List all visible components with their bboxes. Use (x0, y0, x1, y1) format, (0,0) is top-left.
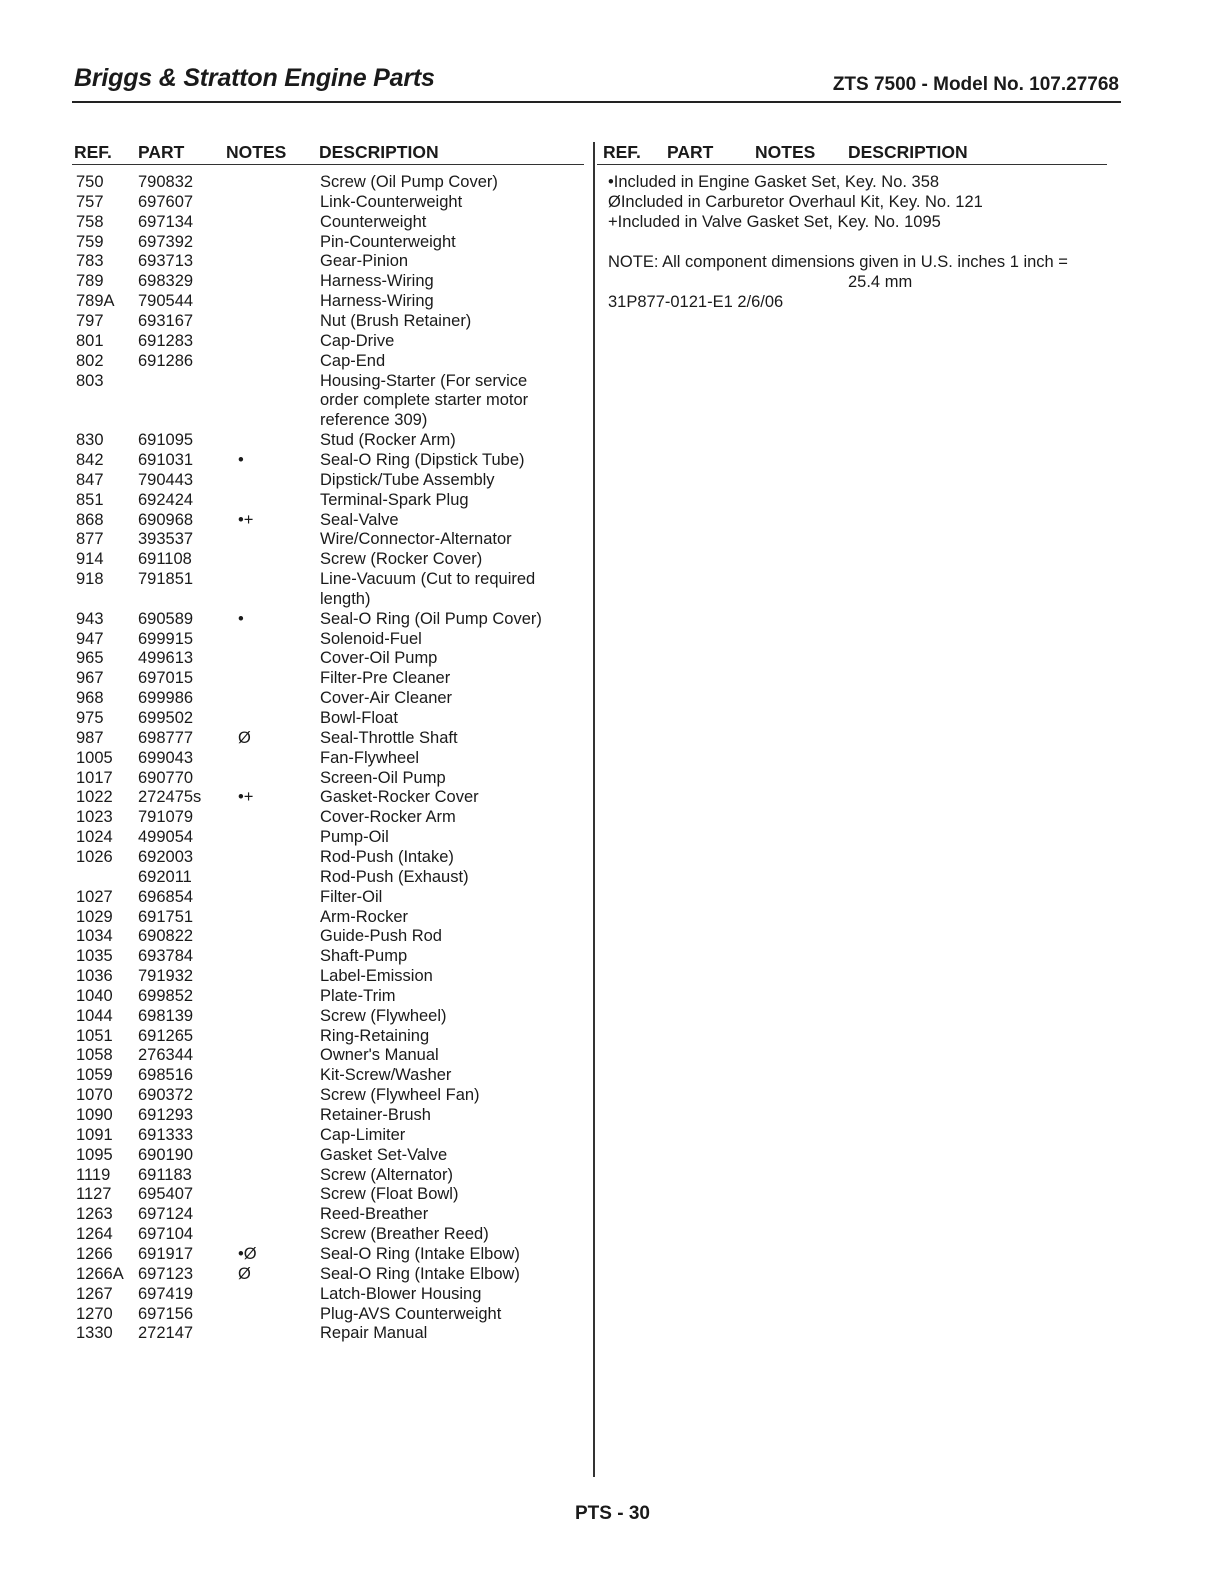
table-row (72, 1284, 582, 1304)
part-description: Bowl-Float (320, 709, 398, 727)
part-number: 692011 (138, 867, 192, 886)
part-ref: 943 (76, 609, 104, 628)
part-ref: 1023 (76, 808, 113, 827)
part-ref: 1095 (76, 1145, 113, 1164)
part-ref: 1070 (76, 1086, 113, 1105)
part-description: Screw (Flywheel Fan) (320, 1086, 480, 1105)
left-header-rule (72, 164, 584, 165)
part-description: Label-Emission (320, 967, 433, 985)
part-description: Plug-AVS Counterweight (320, 1304, 502, 1323)
table-row (72, 648, 582, 668)
part-description: Rod-Push (Exhaust) (320, 867, 469, 886)
table-row (72, 232, 582, 252)
part-number: 691183 (138, 1165, 192, 1184)
part-ref: 968 (76, 689, 104, 708)
part-number: 691333 (138, 1125, 194, 1144)
part-description: Cover-Air Cleaner (320, 689, 453, 708)
part-description: Rod-Push (Intake) (320, 847, 454, 866)
table-row (72, 549, 582, 569)
note-carburetor-kit: ØIncluded in Carburetor Overhaul Kit, Key. No. 121 (608, 193, 983, 211)
part-description: Gear-Pinion (320, 252, 409, 271)
table-row (72, 807, 582, 827)
part-ref: 1264 (76, 1225, 113, 1244)
part-description: Cover-Oil Pump (320, 649, 438, 668)
part-description: Nut (Brush Retainer) (320, 312, 472, 330)
part-description: Harness-Wiring (320, 272, 434, 291)
table-row (72, 1065, 582, 1085)
part-number: 499054 (138, 828, 194, 847)
part-number: 699986 (138, 689, 194, 708)
part-notes: • (238, 450, 244, 469)
table-row (72, 867, 582, 887)
part-description: Filter-Pre Cleaner (320, 669, 451, 688)
part-description: Screw (Rocker Cover) (320, 550, 483, 569)
part-ref: 1040 (76, 986, 113, 1005)
right-col-ref-header: REF. (603, 142, 641, 162)
part-description: Solenoid-Fuel (320, 629, 422, 648)
right-header-rule (597, 164, 1107, 165)
part-description: Repair Manual (320, 1324, 428, 1343)
model-number: ZTS 7500 - Model No. 107.27768 (832, 74, 1119, 95)
part-description: Screw (Alternator) (320, 1165, 453, 1184)
part-number: 691283 (138, 331, 194, 350)
part-ref: 914 (76, 550, 104, 569)
part-ref: 842 (76, 450, 104, 469)
table-row (72, 748, 582, 768)
part-ref: 1027 (76, 887, 113, 906)
part-number: 791932 (138, 967, 194, 985)
table-row (72, 1264, 582, 1284)
table-row (72, 847, 582, 867)
part-number: 699502 (138, 709, 194, 727)
table-row (72, 251, 582, 271)
page-title: Briggs & Stratton Engine Parts (74, 64, 435, 92)
part-number: 790832 (138, 173, 194, 191)
table-row (72, 1304, 582, 1324)
col-description-header: DESCRIPTION (319, 142, 439, 162)
part-description: Harness-Wiring (320, 292, 434, 311)
part-number: 790544 (138, 292, 194, 311)
document-code: 31P877-0121-E1 2/6/06 (608, 293, 784, 311)
part-number: 697419 (138, 1284, 194, 1303)
part-number: 693784 (138, 947, 194, 966)
right-col-description-header: DESCRIPTION (848, 142, 968, 162)
part-description: Housing-Starter (For service (320, 371, 528, 390)
part-description: Latch-Blower Housing (320, 1284, 482, 1303)
part-description: Stud (Rocker Arm) (320, 431, 456, 450)
part-ref: 801 (76, 331, 104, 350)
table-row (72, 787, 582, 807)
part-number: 692003 (138, 847, 194, 866)
table-row (72, 946, 582, 966)
part-number: 697015 (138, 669, 194, 688)
part-description: Fan-Flywheel (320, 748, 420, 767)
part-ref: 1090 (76, 1106, 113, 1124)
part-number: 276344 (138, 1046, 194, 1065)
part-ref: 1051 (76, 1026, 113, 1045)
table-row (72, 827, 582, 847)
table-row (72, 907, 582, 927)
part-number: 690770 (138, 768, 194, 787)
part-description: Seal-Valve (320, 510, 399, 529)
table-row (72, 172, 582, 192)
part-number: 690968 (138, 510, 194, 529)
table-row (72, 430, 582, 450)
part-description: Shaft-Pump (320, 947, 408, 966)
part-ref: 1026 (76, 847, 113, 866)
table-row (72, 668, 582, 688)
part-description: Kit-Screw/Washer (320, 1066, 452, 1085)
part-ref: 802 (76, 351, 104, 370)
page-number: PTS - 30 (575, 1503, 650, 1524)
part-ref: 757 (76, 192, 104, 211)
part-description: Seal-O Ring (Intake Elbow) (320, 1244, 520, 1263)
part-description: Guide-Push Rod (320, 927, 442, 946)
part-number: 697123 (138, 1264, 194, 1283)
part-ref: 1058 (76, 1046, 113, 1065)
table-row (72, 1184, 582, 1204)
part-description: Plate-Trim (320, 986, 396, 1005)
table-row (72, 212, 582, 232)
part-number: 696854 (138, 887, 194, 906)
table-row (72, 768, 582, 788)
table-row (72, 529, 582, 549)
part-description: Cap-Drive (320, 331, 395, 350)
part-number: 698777 (138, 728, 194, 747)
part-ref: 1270 (76, 1304, 113, 1323)
part-number: 698516 (138, 1066, 194, 1085)
part-description: Gasket-Rocker Cover (320, 788, 479, 807)
table-row (72, 589, 582, 609)
table-row (72, 1244, 582, 1264)
part-ref: 797 (76, 312, 104, 330)
part-ref: 830 (76, 431, 104, 450)
table-row (72, 966, 582, 986)
part-description: Gasket Set-Valve (320, 1145, 448, 1164)
part-number: 699915 (138, 629, 194, 648)
part-number: 699852 (138, 986, 194, 1005)
part-number: 693713 (138, 252, 194, 271)
part-description: order complete starter motor (320, 391, 529, 410)
part-ref: 759 (76, 232, 104, 251)
part-description: Seal-Throttle Shaft (320, 728, 458, 747)
part-ref: 965 (76, 649, 104, 668)
part-number: 697134 (138, 212, 194, 231)
part-notes: • (238, 609, 244, 628)
part-notes: •+ (238, 510, 254, 529)
part-notes: Ø (238, 728, 251, 747)
part-number: 272147 (138, 1324, 194, 1343)
part-number: 697104 (138, 1225, 194, 1244)
part-description: Screw (Float Bowl) (320, 1185, 459, 1204)
table-row (72, 1105, 582, 1125)
table-row (72, 351, 582, 371)
part-ref: 1044 (76, 1006, 113, 1025)
table-row (72, 1045, 582, 1065)
col-ref-header: REF. (74, 142, 112, 162)
right-col-part-header: PART (667, 142, 714, 162)
part-number: 272475s (138, 788, 202, 807)
part-notes: •Ø (238, 1244, 257, 1263)
part-ref: 783 (76, 252, 104, 271)
table-row (72, 629, 582, 649)
table-row (72, 410, 582, 430)
part-description: Screw (Breather Reed) (320, 1225, 489, 1244)
part-ref: 1330 (76, 1324, 113, 1343)
table-row (72, 1204, 582, 1224)
part-notes: •+ (238, 788, 254, 807)
table-row (72, 728, 582, 748)
part-ref: 1005 (76, 748, 113, 767)
table-row (72, 1125, 582, 1145)
table-row (72, 291, 582, 311)
table-row (72, 1006, 582, 1026)
table-row (72, 569, 582, 589)
note-dimensions: NOTE: All component dimensions given in U.S. inches 1 inch = (608, 253, 1068, 271)
table-row (72, 1165, 582, 1185)
part-description: Arm-Rocker (320, 907, 409, 926)
part-description: Line-Vacuum (Cut to required (320, 570, 536, 588)
table-row (72, 311, 582, 331)
part-ref: 877 (76, 530, 104, 549)
part-number: 791851 (138, 570, 194, 588)
table-row (72, 1224, 582, 1244)
part-number: 697607 (138, 192, 194, 211)
header-divider (72, 101, 1121, 103)
col-notes-header: NOTES (226, 142, 287, 162)
table-row (72, 609, 582, 629)
part-ref: 847 (76, 470, 104, 489)
part-number: 690822 (138, 927, 194, 946)
part-number: 690589 (138, 609, 194, 628)
table-row (72, 1145, 582, 1165)
part-ref: 1059 (76, 1066, 113, 1085)
part-ref: 1263 (76, 1205, 113, 1224)
table-row (72, 390, 582, 410)
part-number: 690372 (138, 1086, 194, 1105)
part-description: Cap-Limiter (320, 1125, 406, 1144)
part-ref: 967 (76, 669, 104, 688)
part-ref: 803 (76, 371, 104, 390)
part-number: 692424 (138, 490, 194, 509)
part-ref: 987 (76, 728, 104, 747)
part-description: Cap-End (320, 351, 386, 370)
table-row (72, 510, 582, 530)
table-row (72, 371, 582, 391)
table-row (72, 688, 582, 708)
part-ref: 1029 (76, 907, 113, 926)
part-description: Pin-Counterweight (320, 232, 456, 251)
part-number: 691108 (138, 550, 192, 569)
part-number: 393537 (138, 530, 194, 549)
part-description: Owner's Manual (320, 1046, 439, 1065)
part-ref: 918 (76, 570, 104, 588)
part-number: 691293 (138, 1106, 194, 1124)
part-description: Screw (Oil Pump Cover) (320, 173, 498, 191)
part-number: 695407 (138, 1185, 194, 1204)
part-ref: 1036 (76, 967, 113, 985)
part-description: reference 309) (320, 411, 428, 430)
note-dimensions-mm: 25.4 mm (848, 273, 913, 291)
table-row (72, 1085, 582, 1105)
part-ref: 1266A (76, 1264, 124, 1283)
part-description: Reed-Breather (320, 1205, 429, 1224)
part-description: Ring-Retaining (320, 1026, 430, 1045)
part-ref: 750 (76, 173, 104, 191)
part-ref: 789A (76, 292, 115, 311)
table-row (72, 271, 582, 291)
part-description: Seal-O Ring (Dipstick Tube) (320, 450, 525, 469)
part-number: 698329 (138, 272, 194, 291)
part-number: 499613 (138, 649, 194, 668)
part-description: Counterweight (320, 212, 427, 231)
part-ref: 947 (76, 629, 104, 648)
table-row (72, 1323, 582, 1343)
part-number: 699043 (138, 748, 194, 767)
part-description: length) (320, 589, 371, 608)
part-number: 698139 (138, 1006, 194, 1025)
table-row (72, 1026, 582, 1046)
part-description: Link-Counterweight (320, 192, 463, 211)
part-ref: 789 (76, 272, 104, 291)
part-ref: 1022 (76, 788, 113, 807)
part-description: Screen-Oil Pump (320, 768, 446, 787)
table-row (72, 470, 582, 490)
part-number: 691286 (138, 351, 194, 370)
part-description: Terminal-Spark Plug (320, 490, 469, 509)
part-description: Filter-Oil (320, 887, 383, 906)
part-description: Screw (Flywheel) (320, 1006, 447, 1025)
part-notes: Ø (238, 1264, 251, 1283)
table-row (72, 708, 582, 728)
part-ref: 1266 (76, 1244, 113, 1263)
part-description: Retainer-Brush (320, 1106, 431, 1124)
part-ref: 975 (76, 709, 104, 727)
part-ref: 1034 (76, 927, 113, 946)
part-number: 791079 (138, 808, 194, 827)
table-row (72, 450, 582, 470)
part-number: 790443 (138, 470, 194, 489)
table-row (72, 192, 582, 212)
part-number: 691265 (138, 1026, 194, 1045)
part-ref: 1119 (76, 1165, 111, 1184)
part-number: 697392 (138, 232, 194, 251)
table-row (72, 887, 582, 907)
part-description: Seal-O Ring (Oil Pump Cover) (320, 609, 542, 628)
part-ref: 868 (76, 510, 104, 529)
col-part-header: PART (138, 142, 185, 162)
table-row (72, 331, 582, 351)
table-row (72, 926, 582, 946)
note-valve-gasket: +Included in Valve Gasket Set, Key. No. 1095 (608, 213, 941, 231)
part-number: 691917 (138, 1244, 194, 1263)
part-ref: 851 (76, 490, 104, 509)
part-ref: 1017 (76, 768, 113, 787)
part-description: Seal-O Ring (Intake Elbow) (320, 1264, 520, 1283)
part-number: 691751 (138, 907, 194, 926)
part-number: 693167 (138, 312, 194, 330)
part-description: Wire/Connector-Alternator (320, 530, 512, 549)
note-gasket-set: •Included in Engine Gasket Set, Key. No. 358 (608, 173, 940, 191)
part-number: 691095 (138, 431, 194, 450)
part-ref: 1024 (76, 828, 113, 847)
part-ref: 1035 (76, 947, 113, 966)
column-divider (593, 142, 595, 1477)
part-ref: 1091 (76, 1125, 113, 1144)
part-description: Pump-Oil (320, 828, 389, 847)
part-ref: 1127 (76, 1185, 112, 1204)
part-description: Cover-Rocker Arm (320, 808, 456, 827)
table-row (72, 490, 582, 510)
part-number: 697156 (138, 1304, 194, 1323)
part-number: 691031 (138, 450, 194, 469)
part-ref: 1267 (76, 1284, 113, 1303)
part-number: 697124 (138, 1205, 194, 1224)
part-description: Dipstick/Tube Assembly (320, 470, 495, 489)
part-number: 690190 (138, 1145, 194, 1164)
right-col-notes-header: NOTES (755, 142, 816, 162)
table-row (72, 986, 582, 1006)
part-ref: 758 (76, 212, 104, 231)
